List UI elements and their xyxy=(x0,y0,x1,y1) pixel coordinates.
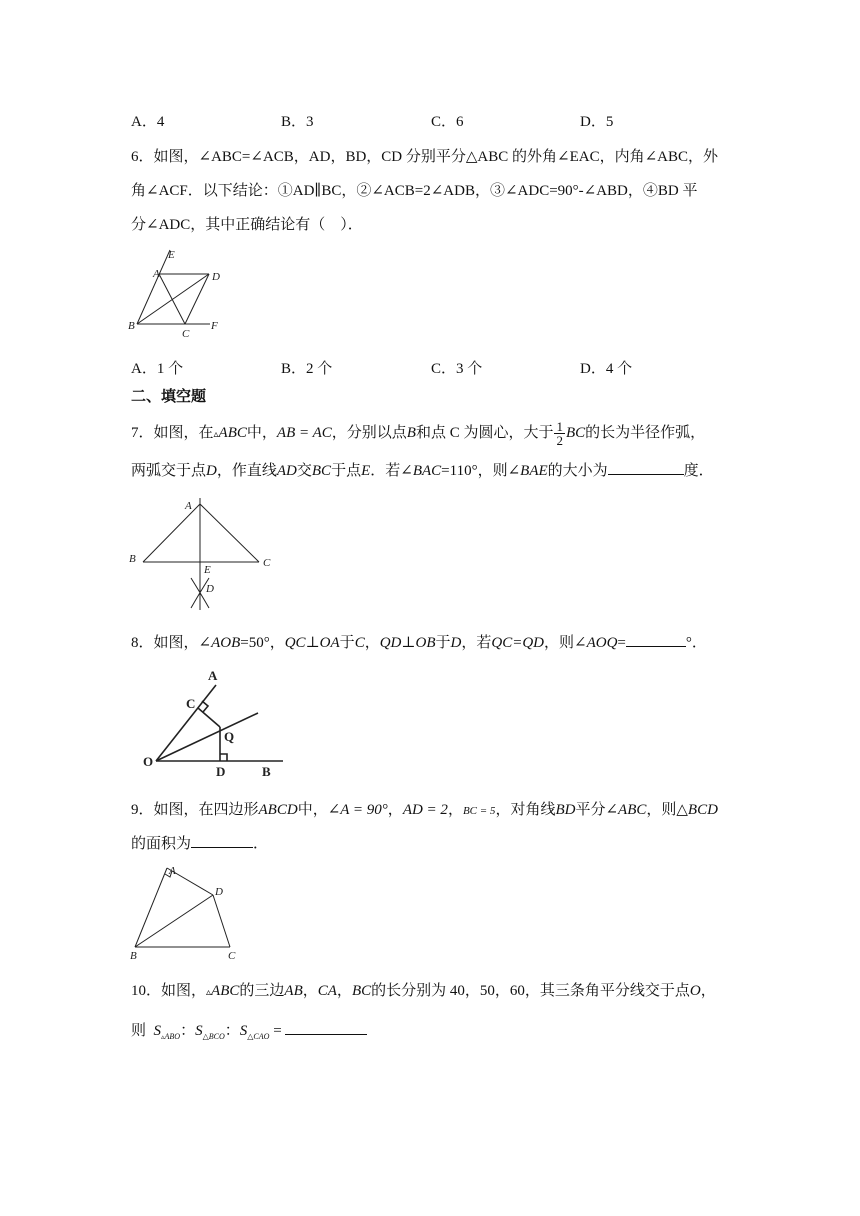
q7-math: BC xyxy=(565,424,586,441)
q7-fraction-numerator: 1 xyxy=(556,419,563,434)
q9-text: ，则 xyxy=(646,802,677,818)
q6-line-cd xyxy=(185,274,209,324)
q7-line-ac xyxy=(200,504,259,562)
q8-right-angle-c xyxy=(202,701,208,712)
q8-label-a: A xyxy=(208,668,218,683)
q7-text: 和点 C 为圆心，大于 xyxy=(415,424,554,441)
q7-math: AB = AC xyxy=(276,424,332,441)
q10-math: BC xyxy=(351,983,372,999)
q8-label-b: B xyxy=(262,764,271,779)
q9-line-dc xyxy=(213,895,230,947)
q9-figure xyxy=(125,862,240,962)
q10-area-symbol: S xyxy=(239,1023,248,1039)
q6-option-a: A．1 个 xyxy=(131,361,184,377)
q6-line-3: 分∠ADC，其中正确结论有（ ）． xyxy=(131,217,363,233)
q10-line-2: 则 $S_{▵ABO}$：$S_{\triangle BCO}$：$S_{\triangle CAO}$ = xyxy=(131,1020,367,1047)
q7-fraction-denominator: 2 xyxy=(556,433,563,448)
q9-text: 9．如图，在四边形 xyxy=(131,802,259,818)
q7-math: E xyxy=(361,463,371,479)
q6-line-2: 角∠ACF．以下结论：①AD∥BC，②∠ACB=2∠ADB，③∠ADC=90°-∠ABD，④BD 平 xyxy=(131,183,698,199)
q8-math: QC xyxy=(284,635,306,651)
q8-text: 8．如图，∠ xyxy=(131,635,212,651)
q8-text: 于 xyxy=(339,635,355,651)
q10-area-subscript: △BCO xyxy=(202,1032,225,1041)
q10-math: CA xyxy=(317,983,337,999)
q9-line-2 xyxy=(131,833,268,854)
q8-label-o: O xyxy=(143,754,154,769)
q6-option-b: B．2 个 xyxy=(281,361,333,377)
q9-math: ∠A = 90° xyxy=(327,802,388,818)
q8-segment-qc xyxy=(198,708,220,727)
q5-option-c: C．6 xyxy=(431,114,464,130)
q7-answer-blank[interactable] xyxy=(608,460,684,475)
q7-label-e: E xyxy=(204,564,211,576)
q8-answer-blank[interactable] xyxy=(626,632,686,647)
q9-text: ，对角线 xyxy=(495,802,556,818)
q8-figure xyxy=(138,665,290,780)
q8-math: AOQ xyxy=(586,635,618,651)
q8-math: C xyxy=(354,635,365,651)
q6-label-d: D xyxy=(212,271,220,283)
q8-text: ⊥ xyxy=(401,635,416,651)
q8-math: AOB xyxy=(211,635,241,651)
q8-text: 于 xyxy=(435,635,451,651)
q10-text: ， xyxy=(336,983,352,999)
q7-line-1: 7．如图，在▵ABC中，AB = AC，分别以点B和点 C 为圆心，大于 $\frac{1}{2}$ BC的长为半径作弧， xyxy=(131,419,706,448)
q8-line-1 xyxy=(131,632,707,653)
q9-answer-blank[interactable] xyxy=(191,833,253,848)
q8-math: OB xyxy=(415,635,436,651)
q8-text: ， xyxy=(364,635,380,651)
q7-label-d: D xyxy=(206,583,214,595)
section-2-title: 二、填空题 xyxy=(131,389,207,405)
q10-text: ： xyxy=(224,1023,240,1039)
q8-label-c: C xyxy=(186,696,196,711)
q8-math: QD xyxy=(379,635,402,651)
q7-math: BAE xyxy=(520,463,548,479)
q9-label-a: A xyxy=(169,865,176,877)
q7-text: 两弧交于点 xyxy=(131,463,207,479)
q10-text: 的长分别为 40，50，60，其三条角平分线交于点 xyxy=(371,983,690,999)
q10-area-symbol: S xyxy=(153,1023,162,1039)
q9-text: 中， xyxy=(297,802,328,818)
q7-line-ab xyxy=(143,504,200,562)
q9-math: BD xyxy=(555,802,576,818)
q10-text: = xyxy=(273,1023,282,1039)
q10-answer-blank[interactable] xyxy=(285,1020,367,1035)
q8-text: =50°， xyxy=(240,635,285,651)
q7-line-2 xyxy=(131,460,714,481)
q8-math: QC=QD xyxy=(491,635,544,651)
q6-label-b: B xyxy=(128,320,135,332)
q6-option-c: C．3 个 xyxy=(431,361,483,377)
q8-text: ⊥ xyxy=(305,635,320,651)
q7-text: ，作直线 xyxy=(216,463,277,479)
q6-label-c: C xyxy=(182,328,190,340)
q8-text: = xyxy=(617,635,626,651)
q10-math: ABC xyxy=(211,983,240,999)
q7-text: 的长为半径作弧， xyxy=(585,424,706,441)
q9-text: ， xyxy=(387,802,403,818)
q9-label-b: B xyxy=(130,950,137,962)
q10-line-1: 10．如图，▵ABC的三边AB，CA，BC的长分别为 40，50，60，其三条角平分线交于点O， xyxy=(131,983,716,999)
q10-text: ， xyxy=(302,983,318,999)
q7-label-c: C xyxy=(263,557,271,569)
q7-text: 交 xyxy=(296,463,312,479)
q10-text: 10．如图， xyxy=(131,983,207,999)
q8-ray-oq xyxy=(156,713,258,761)
q6-line-ac xyxy=(159,274,185,324)
q9-line-1 xyxy=(131,800,718,821)
q8-label-d: D xyxy=(216,764,226,779)
q10-text: ， xyxy=(700,983,716,999)
q7-text: 度． xyxy=(683,463,714,479)
q6-label-e: E xyxy=(168,249,175,261)
q7-math: D xyxy=(206,463,217,479)
q9-text: ． xyxy=(253,836,269,852)
q10-area-symbol: S xyxy=(195,1023,203,1039)
q8-text: ，则∠ xyxy=(544,635,587,651)
q10-math: O xyxy=(689,983,701,999)
q10-text: ： xyxy=(180,1023,196,1039)
q10-area-subscript: △CAO xyxy=(247,1032,270,1041)
q6-label-a: A xyxy=(153,268,160,280)
q7-text: 中， xyxy=(246,424,277,441)
q9-label-c: C xyxy=(228,950,236,962)
q6-option-d: D．4 个 xyxy=(580,361,633,377)
q9-math: AD = 2 xyxy=(402,802,448,818)
q7-text: 于点 xyxy=(331,463,362,479)
q9-math: △BCD xyxy=(676,802,718,818)
q7-math: ABC xyxy=(218,424,247,441)
q8-label-q: Q xyxy=(224,729,235,744)
q5-option-b: B．3 xyxy=(281,114,314,130)
q9-text: 平分 xyxy=(575,802,606,818)
q8-text: °． xyxy=(685,635,707,651)
q9-label-d: D xyxy=(215,886,223,898)
q9-text: 的面积为 xyxy=(131,836,192,852)
q7-math: AD xyxy=(276,463,297,479)
q9-math: BC = 5 xyxy=(462,805,496,817)
q7-figure xyxy=(125,494,285,612)
q9-math: ABCD xyxy=(258,802,298,818)
q7-text: =110°，则∠ xyxy=(441,463,521,479)
q7-fraction xyxy=(554,420,565,447)
q8-text: ，若 xyxy=(461,635,492,651)
q5-option-d: D．5 xyxy=(580,114,614,130)
q7-text: ．若∠ xyxy=(370,463,413,479)
q7-math: BAC xyxy=(412,463,442,479)
q7-text: 7．如图，在 xyxy=(131,424,214,441)
q10-text: 的三边 xyxy=(239,983,285,999)
q5-option-a: A．4 xyxy=(131,114,165,130)
q6-line-1: 6．如图，∠ABC=∠ACB，AD，BD，CD 分别平分△ABC 的外角∠EAC，内角∠ABC，外 xyxy=(131,149,718,165)
q10-text: 则 xyxy=(131,1023,147,1039)
q9-line-bd xyxy=(135,895,213,947)
q9-text: ， xyxy=(447,802,463,818)
q7-math: BC xyxy=(311,463,332,479)
q10-math: AB xyxy=(284,983,303,999)
q8-math: D xyxy=(450,635,462,651)
q6-label-f: F xyxy=(211,320,218,332)
q7-label-a: A xyxy=(185,500,192,512)
q7-text: 的大小为 xyxy=(547,463,608,479)
q8-math: OA xyxy=(319,635,340,651)
q10-area-subscript: ABO xyxy=(164,1032,181,1041)
q6-figure xyxy=(125,248,235,340)
q9-math: ∠ABC xyxy=(605,802,647,818)
q7-label-b: B xyxy=(129,553,136,565)
q7-text: ，分别以点 xyxy=(331,424,407,441)
q8-right-angle-d xyxy=(220,754,227,761)
q9-line-ab xyxy=(135,868,167,947)
q7-math: B xyxy=(406,424,416,441)
